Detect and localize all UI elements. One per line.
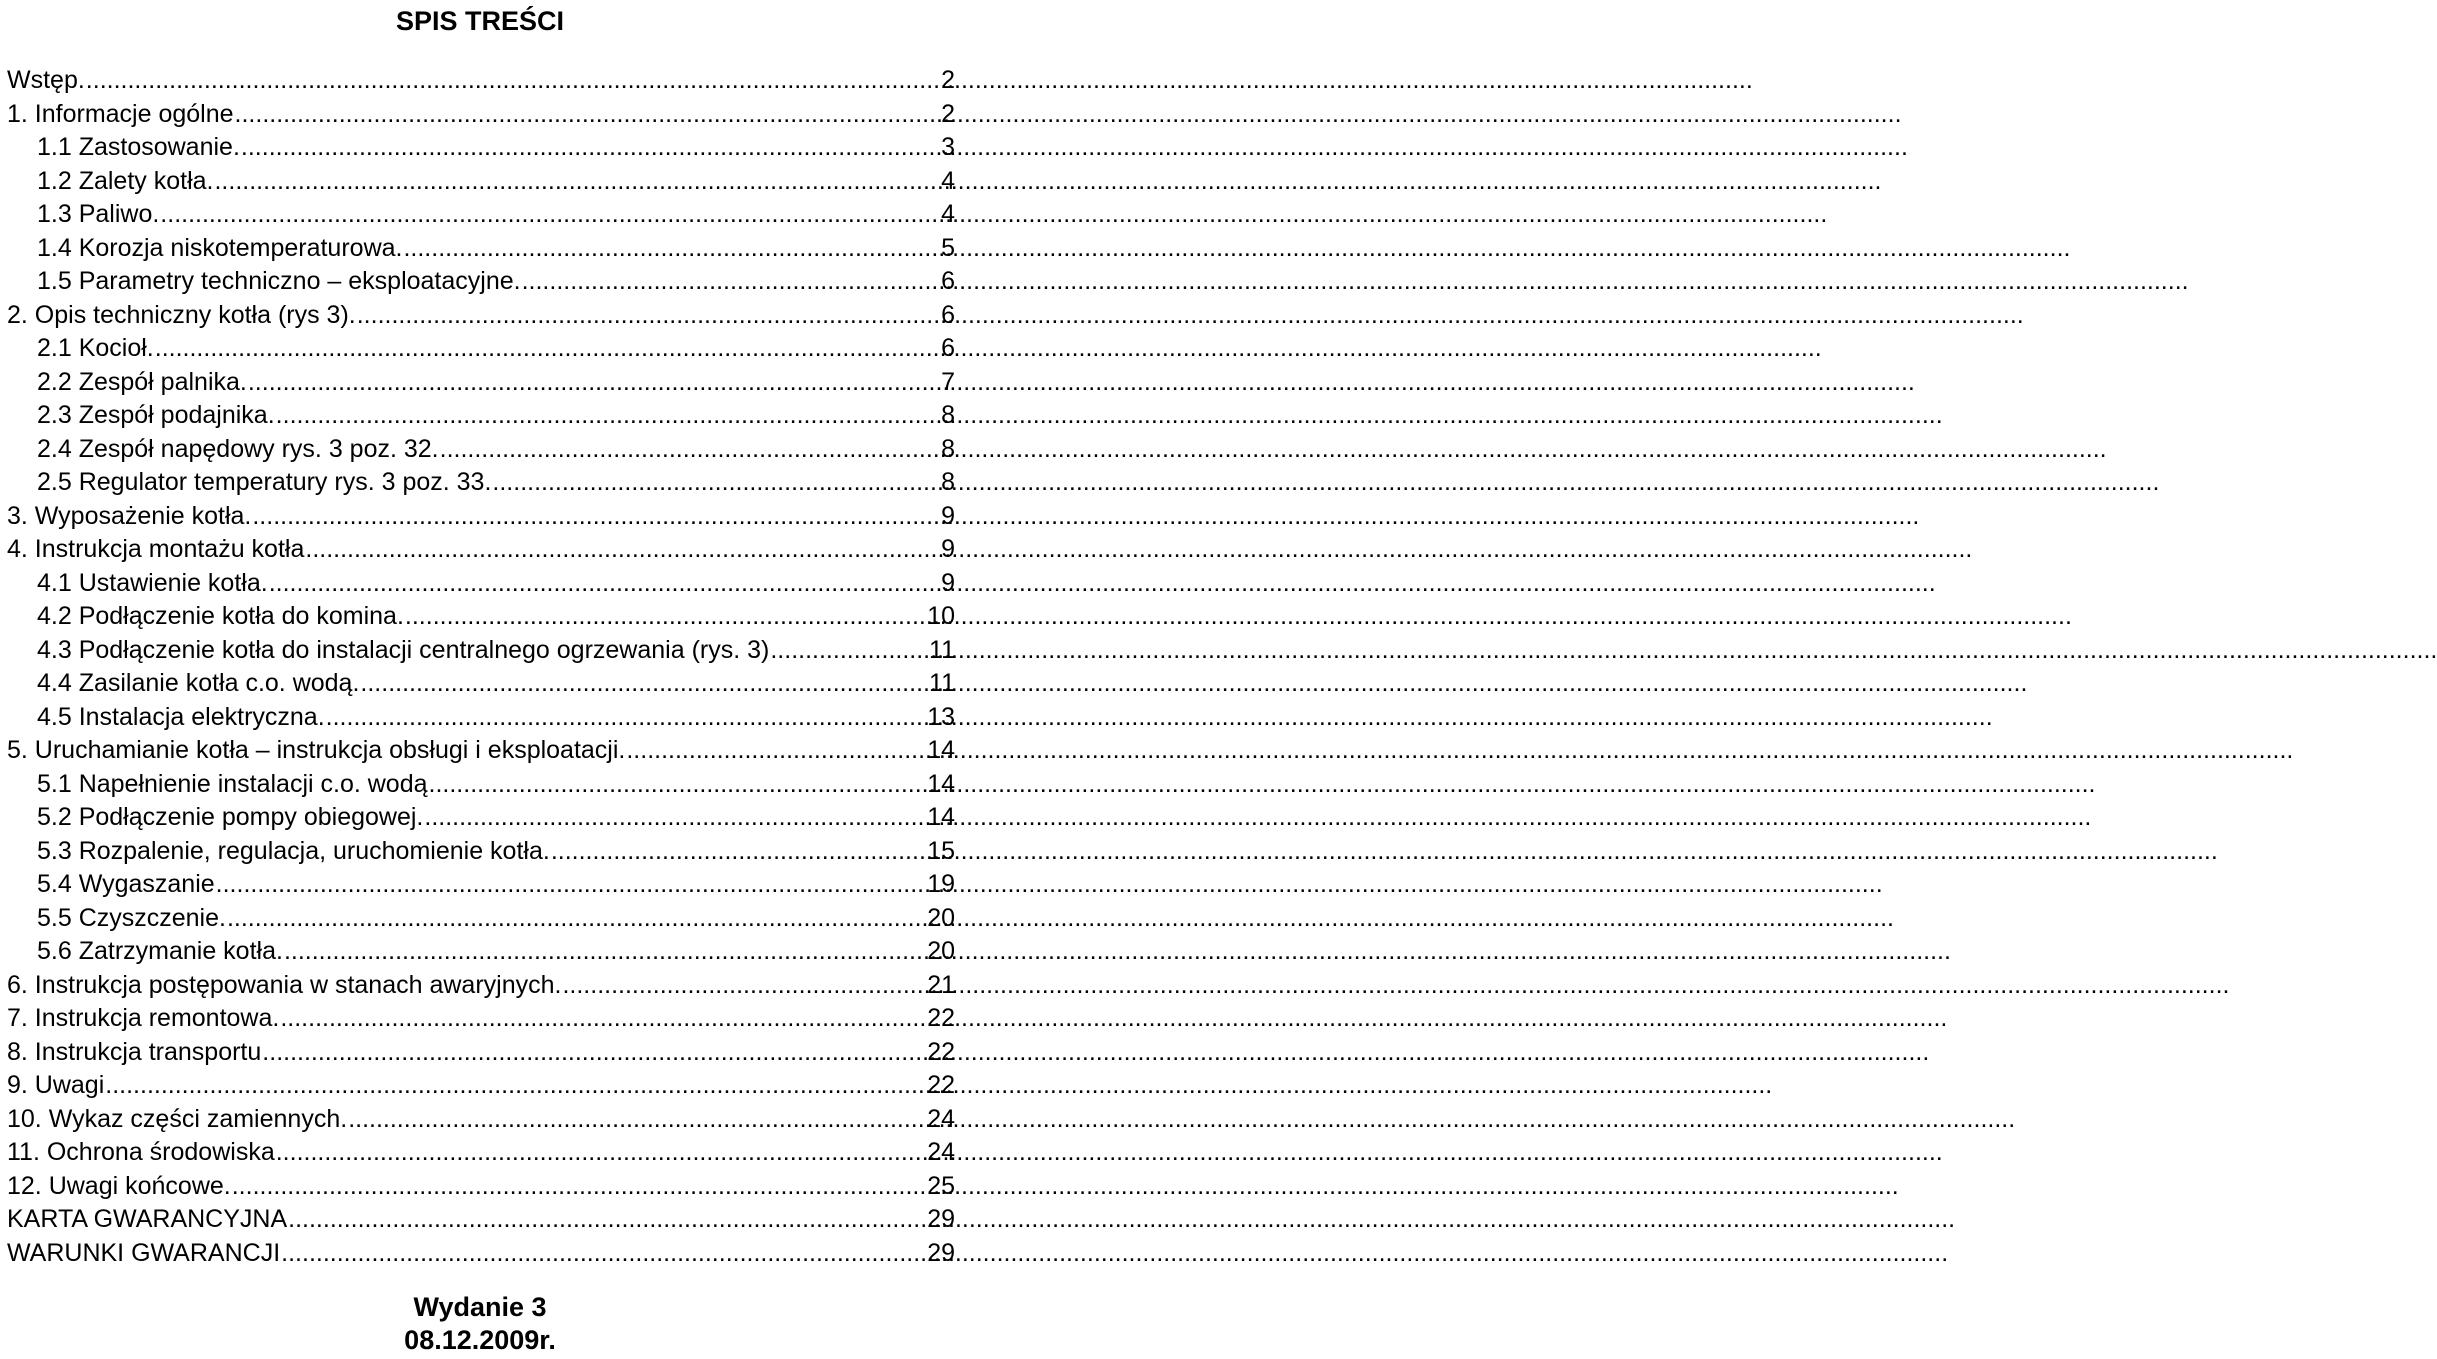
toc-entry-label: 2.3 Zespół podajnika. xyxy=(37,401,275,429)
toc-leader-dots xyxy=(280,1002,926,1036)
toc-entry-page: 9 xyxy=(941,568,955,597)
toc-entry-page: 13 xyxy=(927,702,955,731)
toc-leader-dots xyxy=(276,1136,926,1170)
toc-entry[interactable] xyxy=(7,1036,955,1070)
toc-entry-label: 2.2 Zespół palnika. xyxy=(37,367,247,396)
toc-entry-page: 25 xyxy=(927,1171,955,1200)
toc-entry[interactable] xyxy=(7,165,955,199)
toc-entry[interactable] xyxy=(7,500,955,534)
toc-entry[interactable] xyxy=(7,399,955,433)
toc-entry-label: 1.4 Korozja niskotemperaturowa. xyxy=(37,233,403,262)
toc-entry-label: Wstęp. xyxy=(7,66,85,94)
toc-entry-page: 8 xyxy=(941,468,955,496)
toc-entry-label: 5.1 Napełnienie instalacji c.o. wodą xyxy=(37,769,428,798)
toc-entry-label: 1.2 Zalety kotła. xyxy=(37,166,214,195)
toc-leader-dots xyxy=(86,64,940,98)
toc-entry-page: 8 xyxy=(941,401,955,429)
toc-entry-label: 2.5 Regulator temperatury rys. 3 poz. 33. xyxy=(37,468,492,496)
toc-entry-label: 5.2 Podłączenie pompy obiegowej. xyxy=(37,803,424,831)
toc-entry[interactable] xyxy=(7,667,955,701)
toc-entry[interactable] xyxy=(7,98,955,132)
toc-entry-page: 2 xyxy=(941,99,955,128)
toc-entry-label: 4.3 Podłączenie kotła do instalacji centralnego ogrzewania (rys. 3) xyxy=(37,635,770,664)
toc-entry-page: 22 xyxy=(927,1071,955,1099)
table-of-contents xyxy=(7,64,955,1270)
toc-entry-page: 14 xyxy=(927,803,955,831)
toc-leader-dots xyxy=(284,935,926,969)
toc-entry[interactable] xyxy=(7,299,955,333)
toc-entry[interactable] xyxy=(7,131,955,165)
toc-entry-page: 6 xyxy=(941,300,955,329)
toc-entry-page: 21 xyxy=(927,970,955,999)
toc-entry-label: 2.1 Kocioł. xyxy=(37,334,154,362)
toc-entry-page: 2 xyxy=(941,66,955,94)
toc-entry-label: 11. Ochrona środowiska xyxy=(7,1138,275,1166)
toc-leader-dots xyxy=(248,366,940,400)
toc-entry-label: 5.5 Czyszczenie. xyxy=(37,903,226,932)
toc-entry-page: 9 xyxy=(941,501,955,530)
toc-entry[interactable] xyxy=(7,533,955,567)
edition-date: 08.12.2009r. xyxy=(404,1325,556,1355)
toc-leader-dots xyxy=(626,734,926,768)
toc-entry[interactable] xyxy=(7,366,955,400)
toc-entry[interactable] xyxy=(7,232,955,266)
toc-entry-page: 24 xyxy=(927,1104,955,1133)
toc-entry[interactable] xyxy=(7,332,955,366)
toc-entry-page: 6 xyxy=(941,267,955,295)
toc-entry-page: 4 xyxy=(941,200,955,228)
footer xyxy=(0,1291,960,1357)
toc-entry-page: 5 xyxy=(941,233,955,262)
toc-entry-label: 12. Uwagi końcowe. xyxy=(7,1171,231,1200)
toc-entry-label: KARTA GWARANCYJNA xyxy=(7,1205,288,1233)
toc-entry[interactable] xyxy=(7,567,955,601)
toc-entry-page: 14 xyxy=(927,769,955,798)
toc-entry-label: 5. Uruchamianie kotła – instrukcja obsługi i eksploatacji. xyxy=(7,736,626,764)
toc-entry-label: 1.3 Paliwo. xyxy=(37,200,160,228)
toc-leader-dots xyxy=(522,265,941,299)
toc-entry-page: 19 xyxy=(927,870,955,898)
toc-entry[interactable] xyxy=(7,835,955,869)
toc-entry[interactable] xyxy=(7,198,955,232)
edition-label: Wydanie 3 xyxy=(413,1292,547,1322)
toc-leader-dots xyxy=(360,667,928,701)
toc-entry-page: 9 xyxy=(941,535,955,563)
toc-entry[interactable] xyxy=(7,1069,955,1103)
toc-entry[interactable] xyxy=(7,1237,955,1271)
toc-entry-label: 6. Instrukcja postępowania w stanach awaryjnych. xyxy=(7,970,562,999)
toc-entry[interactable] xyxy=(7,868,955,902)
toc-entry[interactable] xyxy=(7,902,955,936)
toc-entry-label: WARUNKI GWARANCJI xyxy=(7,1238,281,1267)
toc-entry-label: 4.5 Instalacja elektryczna. xyxy=(37,702,325,731)
toc-leader-dots xyxy=(281,1237,926,1271)
toc-entry-page: 6 xyxy=(941,334,955,362)
page-title: SPIS TREŚCI xyxy=(395,6,565,36)
toc-leader-dots xyxy=(348,1103,926,1137)
toc-entry-page: 7 xyxy=(941,367,955,396)
toc-entry[interactable] xyxy=(7,433,955,467)
toc-entry[interactable] xyxy=(7,1103,955,1137)
toc-entry-page: 29 xyxy=(927,1238,955,1267)
toc-entry-label: 9. Uwagi xyxy=(7,1071,105,1099)
toc-entry[interactable] xyxy=(7,64,955,98)
toc-entry-label: 4. Instrukcja montażu kotła xyxy=(7,535,305,563)
toc-leader-dots xyxy=(305,533,940,567)
toc-leader-dots xyxy=(551,835,926,869)
toc-leader-dots xyxy=(214,165,940,199)
toc-leader-dots xyxy=(155,332,940,366)
toc-entry-page: 3 xyxy=(941,133,955,161)
toc-entry-page: 10 xyxy=(927,602,955,630)
toc-entry-label: 7. Instrukcja remontowa. xyxy=(7,1004,280,1032)
toc-entry-label: 5.6 Zatrzymanie kotła. xyxy=(37,937,283,965)
toc-entry[interactable] xyxy=(7,634,955,668)
toc-entry-label: 2. Opis techniczny kotła (rys 3). xyxy=(7,300,356,329)
toc-entry-page: 22 xyxy=(927,1037,955,1066)
toc-entry-page: 15 xyxy=(927,836,955,865)
toc-leader-dots xyxy=(403,232,940,266)
toc-entry-page: 29 xyxy=(927,1205,955,1233)
toc-entry-label: 3. Wyposażenie kotła. xyxy=(7,501,252,530)
toc-entry-page: 11 xyxy=(929,669,955,697)
toc-leader-dots xyxy=(269,567,940,601)
toc-entry-page: 8 xyxy=(941,434,955,463)
toc-leader-dots xyxy=(241,131,940,165)
toc-leader-dots xyxy=(492,466,940,500)
toc-entry-label: 5.4 Wygaszanie xyxy=(37,870,215,898)
toc-leader-dots xyxy=(262,1036,926,1070)
toc-entry-page: 20 xyxy=(927,937,955,965)
toc-entry[interactable] xyxy=(7,600,955,634)
toc-entry-page: 14 xyxy=(927,736,955,764)
toc-entry-label: 4.1 Ustawienie kotła. xyxy=(37,568,268,597)
toc-entry[interactable] xyxy=(7,1136,955,1170)
toc-leader-dots xyxy=(235,98,941,132)
toc-entry[interactable] xyxy=(7,1170,955,1204)
toc-leader-dots xyxy=(252,500,940,534)
toc-leader-dots xyxy=(424,801,926,835)
toc-leader-dots xyxy=(429,768,927,802)
toc-leader-dots xyxy=(288,1203,926,1237)
toc-leader-dots xyxy=(232,1170,926,1204)
toc-entry[interactable] xyxy=(7,801,955,835)
toc-leader-dots xyxy=(216,868,927,902)
toc-entry-label: 1.5 Parametry techniczno – eksploatacyjne. xyxy=(37,267,521,295)
toc-entry-label: 10. Wykaz części zamiennych. xyxy=(7,1104,348,1133)
toc-entry[interactable] xyxy=(7,969,955,1003)
toc-leader-dots xyxy=(357,299,940,333)
toc-entry[interactable] xyxy=(7,1203,955,1237)
toc-entry-label: 8. Instrukcja transportu xyxy=(7,1037,262,1066)
toc-entry-label: 5.3 Rozpalenie, regulacja, uruchomienie kotła. xyxy=(37,836,550,865)
toc-entry-label: 2.4 Zespół napędowy rys. 3 poz. 32. xyxy=(37,434,439,463)
toc-leader-dots xyxy=(105,1069,926,1103)
toc-leader-dots xyxy=(227,902,926,936)
toc-entry-page: 22 xyxy=(927,1004,955,1032)
toc-leader-dots xyxy=(276,399,940,433)
toc-entry[interactable] xyxy=(7,768,955,802)
toc-leader-dots xyxy=(562,969,926,1003)
toc-entry-page: 11 xyxy=(929,635,955,664)
toc-entry-page: 4 xyxy=(941,166,955,195)
toc-entry[interactable] xyxy=(7,701,955,735)
toc-entry-label: 1.1 Zastosowanie. xyxy=(37,133,240,161)
toc-entry-page: 24 xyxy=(927,1138,955,1166)
toc-entry-label: 1. Informacje ogólne xyxy=(7,99,234,128)
toc-entry-page: 20 xyxy=(927,903,955,932)
toc-entry[interactable] xyxy=(7,466,955,500)
toc-entry-label: 4.2 Podłączenie kotła do komina. xyxy=(37,602,404,630)
toc-leader-dots xyxy=(160,198,940,232)
toc-leader-dots xyxy=(440,433,940,467)
toc-leader-dots xyxy=(770,634,928,668)
toc-leader-dots xyxy=(326,701,927,735)
toc-leader-dots xyxy=(405,600,926,634)
toc-entry[interactable] xyxy=(7,935,955,969)
toc-entry[interactable] xyxy=(7,1002,955,1036)
toc-entry-label: 4.4 Zasilanie kotła c.o. wodą. xyxy=(37,669,360,697)
toc-entry[interactable] xyxy=(7,265,955,299)
toc-entry[interactable] xyxy=(7,734,955,768)
